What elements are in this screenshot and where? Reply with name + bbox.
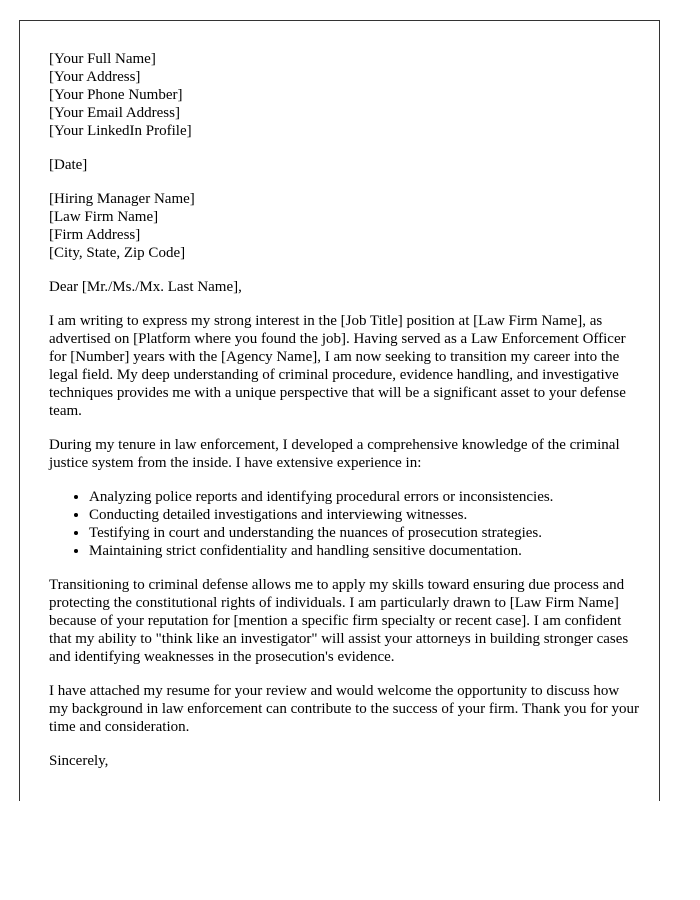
list-item: • Testifying in court and understanding the nuances of prosecution strategies. <box>89 524 639 542</box>
recipient-firm: [Law Firm Name] <box>49 209 159 225</box>
list-item: • Conducting detailed investigations and interviewing witnesses. <box>89 506 639 524</box>
sender-linkedin: [Your LinkedIn Profile] <box>49 123 192 139</box>
letter-body <box>49 50 639 786</box>
signoff: Sincerely, <box>49 753 109 769</box>
transition-paragraph: Transitioning to criminal defense allows me to apply my skills toward ensuring due process and protecting the constitutional rights of individuals. I am particularly drawn to [Law Firm Name] because of your reputation for [mention a specific firm specialty or recent case]. I am confident that my ability to "think like an investigator" will assist your attorneys in building stronger cases and identifying weaknesses in the prosecution's evidence. <box>49 577 629 665</box>
intro-paragraph: I am writing to express my strong interest in the [Job Title] position at [Law Firm Name], as advertised on [Platform where you found the job]. Having served as a Law Enforcement Officer for [Number] years with the [Agency Name], I am now seeking to transition my career into the legal field. My deep understanding of criminal procedure, evidence handling, and investigative techniques provides me with a unique perspective that will be a significant asset to your defense team. <box>49 313 626 419</box>
list-item: • Analyzing police reports and identifying procedural errors or inconsistencies. <box>89 488 639 506</box>
sender-email: [Your Email Address] <box>49 105 180 121</box>
recipient-address: [Firm Address] <box>49 227 141 243</box>
experience-paragraph: During my tenure in law enforcement, I developed a comprehensive knowledge of the criminal justice system from the inside. I have extensive experience in: <box>49 437 620 471</box>
sender-name: [Your Full Name] <box>49 51 156 67</box>
list-item: • Maintaining strict confidentiality and handling sensitive documentation. <box>89 542 639 560</box>
recipient-city: [City, State, Zip Code] <box>49 245 186 261</box>
letter-date: [Date] <box>49 157 88 173</box>
skills-list <box>49 488 639 560</box>
sender-block <box>49 50 639 140</box>
salutation: Dear [Mr./Ms./Mx. Last Name], <box>49 279 242 295</box>
sender-address: [Your Address] <box>49 69 141 85</box>
letter-page <box>19 20 660 801</box>
sender-phone: [Your Phone Number] <box>49 87 183 103</box>
date-block <box>49 156 639 174</box>
recipient-block <box>49 190 639 262</box>
recipient-manager: [Hiring Manager Name] <box>49 191 195 207</box>
closing-paragraph: I have attached my resume for your review and would welcome the opportunity to discuss how my background in law enforcement can contribute to the success of your firm. Thank you for your time and consideration. <box>49 683 639 735</box>
